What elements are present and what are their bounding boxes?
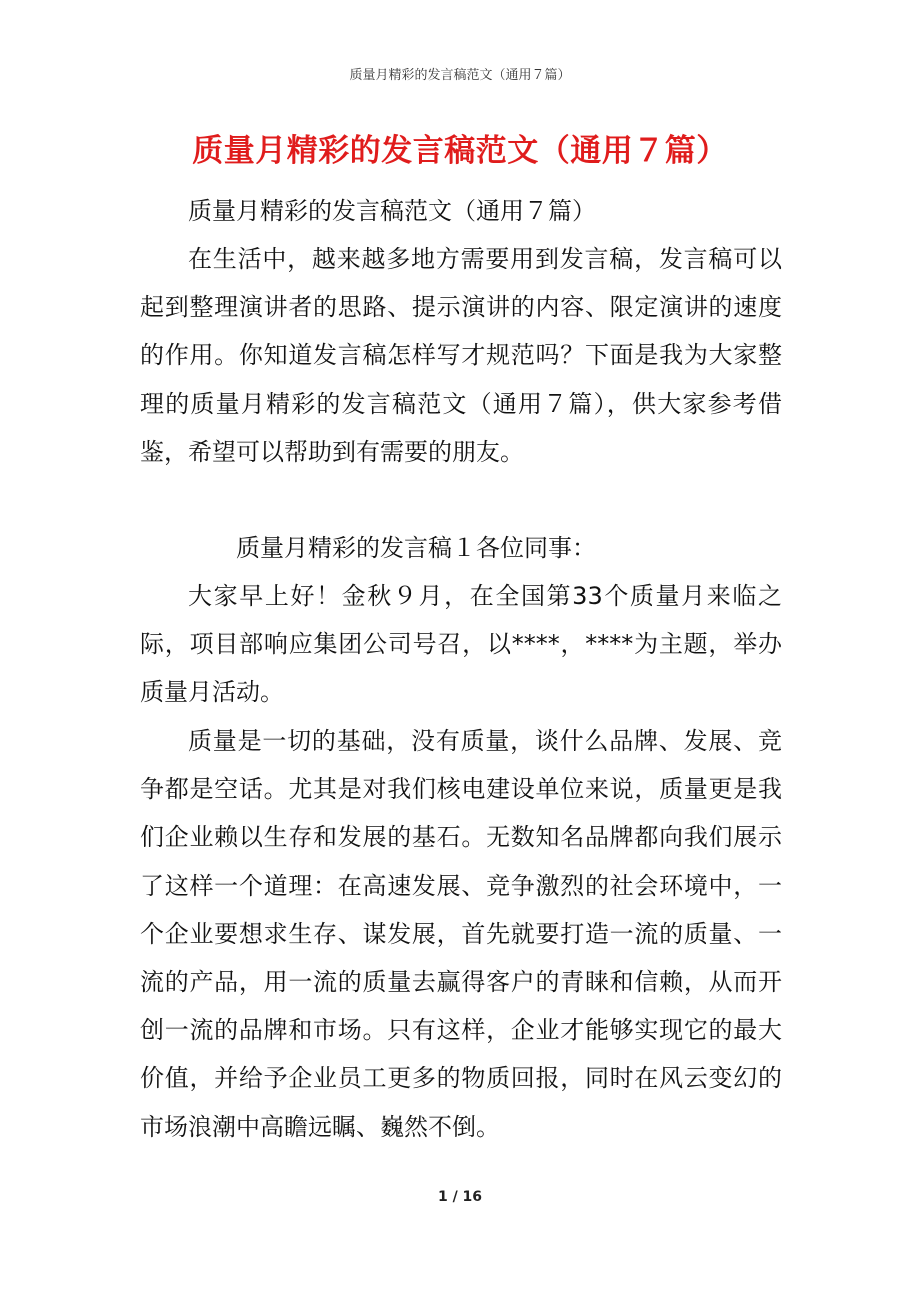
intro-paragraph: 在生活中，越来越多地方需要用到发言稿，发言稿可以起到整理演讲者的思路、提示演讲的内容、限定演讲的速度的作用。你知道发言稿怎样写才规范吗？下面是我为大家整理的质量月精彩的发言稿范文（通用７篇），供大家参考借鉴，希望可以帮助到有需要的朋友。 [140,245,782,466]
document-title: 质量月精彩的发言稿范文（通用７篇） [192,133,728,169]
section-heading: 质量月精彩的发言稿１各位同事： [236,534,596,562]
document-subtitle: 质量月精彩的发言稿范文（通用７篇） [188,197,596,225]
body-paragraph-2: 质量是一切的基础，没有质量，谈什么品牌、发展、竞争都是空话。尤其是对我们核电建设单位来说，质量更是我们企业赖以生存和发展的基石。无数知名品牌都向我们展示了这样一个道理：在高速发展、竞争激烈的社会环境中，一个企业要想求生存、谋发展，首先就要打造一流的质量、一流的产品，用一流的质量去赢得客户的青睐和信赖，从而开创一流的品牌和市场。只有这样，企业才能够实现它的最大价值，并给予企业员工更多的物质回报，同时在风云变幻的市场浪潮中高瞻远瞩、巍然不倒。 [140,727,782,1141]
page-number: 1 / 16 [437,1189,483,1205]
running-header: 质量月精彩的发言稿范文（通用７篇） [349,68,571,83]
body-paragraph-1: 大家早上好！金秋９月，在全国第33个质量月来临之际，项目部响应集团公司号召，以****，****为主题，举办质量月活动。 [140,582,782,707]
